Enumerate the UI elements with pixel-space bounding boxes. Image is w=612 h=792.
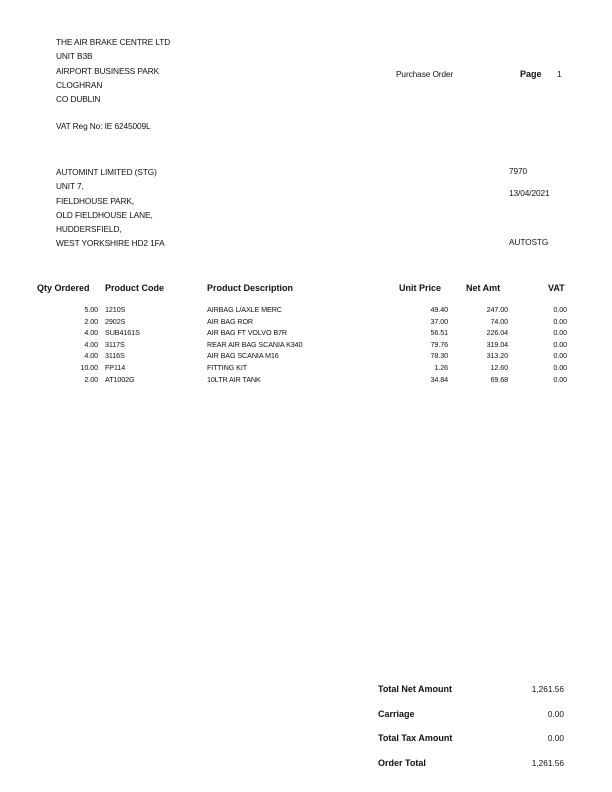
row-qty: 4.00 [84,328,98,338]
table-row [0,317,612,329]
row-description: REAR AIR BAG SCANIA K340 [207,339,303,349]
supplier-address-line: HUDDERSFIELD, [56,224,122,235]
col-header-code: Product Code [105,283,165,293]
row-vat: 0.00 [553,328,567,338]
row-description: AIRBAG L/AXLE MERC [207,305,282,314]
row-net-amt: 226.04 [486,328,508,338]
order-total-row [378,758,564,783]
row-qty: 4.00 [84,339,98,349]
row-unit-price: 49.40 [430,305,448,314]
row-vat: 0.00 [553,316,567,326]
row-vat: 0.00 [553,305,567,314]
company-address [56,35,170,106]
row-qty: 4.00 [84,351,98,361]
vat-registration: VAT Reg No: IE 6245009L [56,121,151,131]
row-net-amt: 247.00 [486,305,508,314]
row-qty: 10.00 [80,363,98,372]
total-tax-value: 0.00 [547,733,564,743]
supplier-name: AUTOMINT LIMITED (STG) [56,167,157,177]
total-net-value: 1,261.56 [531,684,564,694]
row-vat: 0.00 [553,339,567,349]
total-tax-label: Total Tax Amount [378,733,453,743]
row-unit-price: 37.00 [430,316,448,326]
total-net-row [378,684,564,709]
row-net-amt: 12.60 [490,363,508,372]
row-net-amt: 69.68 [490,374,508,384]
row-code: SUB4161S [105,328,140,338]
company-address-line: CO DUBLIN [56,94,101,105]
supplier-address-line: FIELDHOUSE PARK, [56,195,135,206]
row-qty: 2.00 [84,316,98,326]
order-date: 13/04/2021 [509,188,550,198]
company-address-line: UNIT B3B [56,51,93,62]
carriage-row [378,709,564,734]
row-description: FITTING KIT [207,363,248,372]
row-description: 10LTR AIR TANK [207,374,261,384]
company-address-line: AIRPORT BUSINESS PARK [56,65,160,76]
row-net-amt: 319.04 [486,339,508,349]
row-code: FP114 [105,363,126,372]
order-total-value: 1,261.56 [531,757,564,768]
col-header-qty: Qty Ordered [37,283,90,293]
row-code: 1210S [105,305,126,314]
row-vat: 0.00 [553,363,567,372]
table-row [0,340,612,352]
carriage-value: 0.00 [547,708,564,719]
page-number: 1 [557,69,562,79]
table-row [0,363,612,375]
table-row [0,351,612,363]
row-description: AIR BAG ROR [207,316,254,326]
carriage-label: Carriage [378,708,415,719]
order-number: 7970 [509,166,528,176]
supplier-address-line: UNIT 7, [56,181,84,192]
row-unit-price: 79.76 [430,339,448,349]
supplier-address-line: OLD FIELDHOUSE LANE, [56,209,153,220]
supplier-address [56,165,165,251]
row-unit-price: 1.26 [434,363,448,372]
order-total-label: Order Total [378,757,426,768]
account-code: AUTOSTG [509,237,549,247]
row-unit-price: 34.84 [430,374,448,384]
row-qty: 2.00 [84,374,98,384]
row-vat: 0.00 [553,351,567,361]
row-net-amt: 313.20 [486,351,508,361]
col-header-vat: VAT [548,283,565,293]
row-net-amt: 74.00 [490,316,508,326]
row-qty: 5.00 [84,305,98,314]
col-header-net-amt: Net Amt [466,283,501,293]
total-tax-row [378,733,564,758]
row-code: 3116S [105,351,125,361]
row-code: AT1002G [105,374,135,384]
row-unit-price: 56.51 [430,328,448,338]
col-header-description: Product Description [207,283,294,293]
row-description: AIR BAG SCANIA M16 [207,351,279,361]
totals-block [378,684,564,782]
total-net-label: Total Net Amount [378,684,452,694]
table-row [0,328,612,340]
row-code: 2902S [105,316,126,326]
company-address-line: CLOGHRAN [56,79,103,90]
col-header-unit-price: Unit Price [399,283,442,293]
supplier-address-line: WEST YORKSHIRE HD2 1FA [56,238,165,249]
page-label: Page [520,69,542,79]
table-row [0,305,612,317]
row-code: 3117S [105,339,125,349]
document-title: Purchase Order [396,69,454,79]
row-unit-price: 78.30 [430,351,448,361]
table-row [0,375,612,387]
row-description: AIR BAG FT VOLVO B7R [207,328,288,338]
row-vat: 0.00 [553,374,567,384]
company-name: THE AIR BRAKE CENTRE LTD [56,37,171,47]
